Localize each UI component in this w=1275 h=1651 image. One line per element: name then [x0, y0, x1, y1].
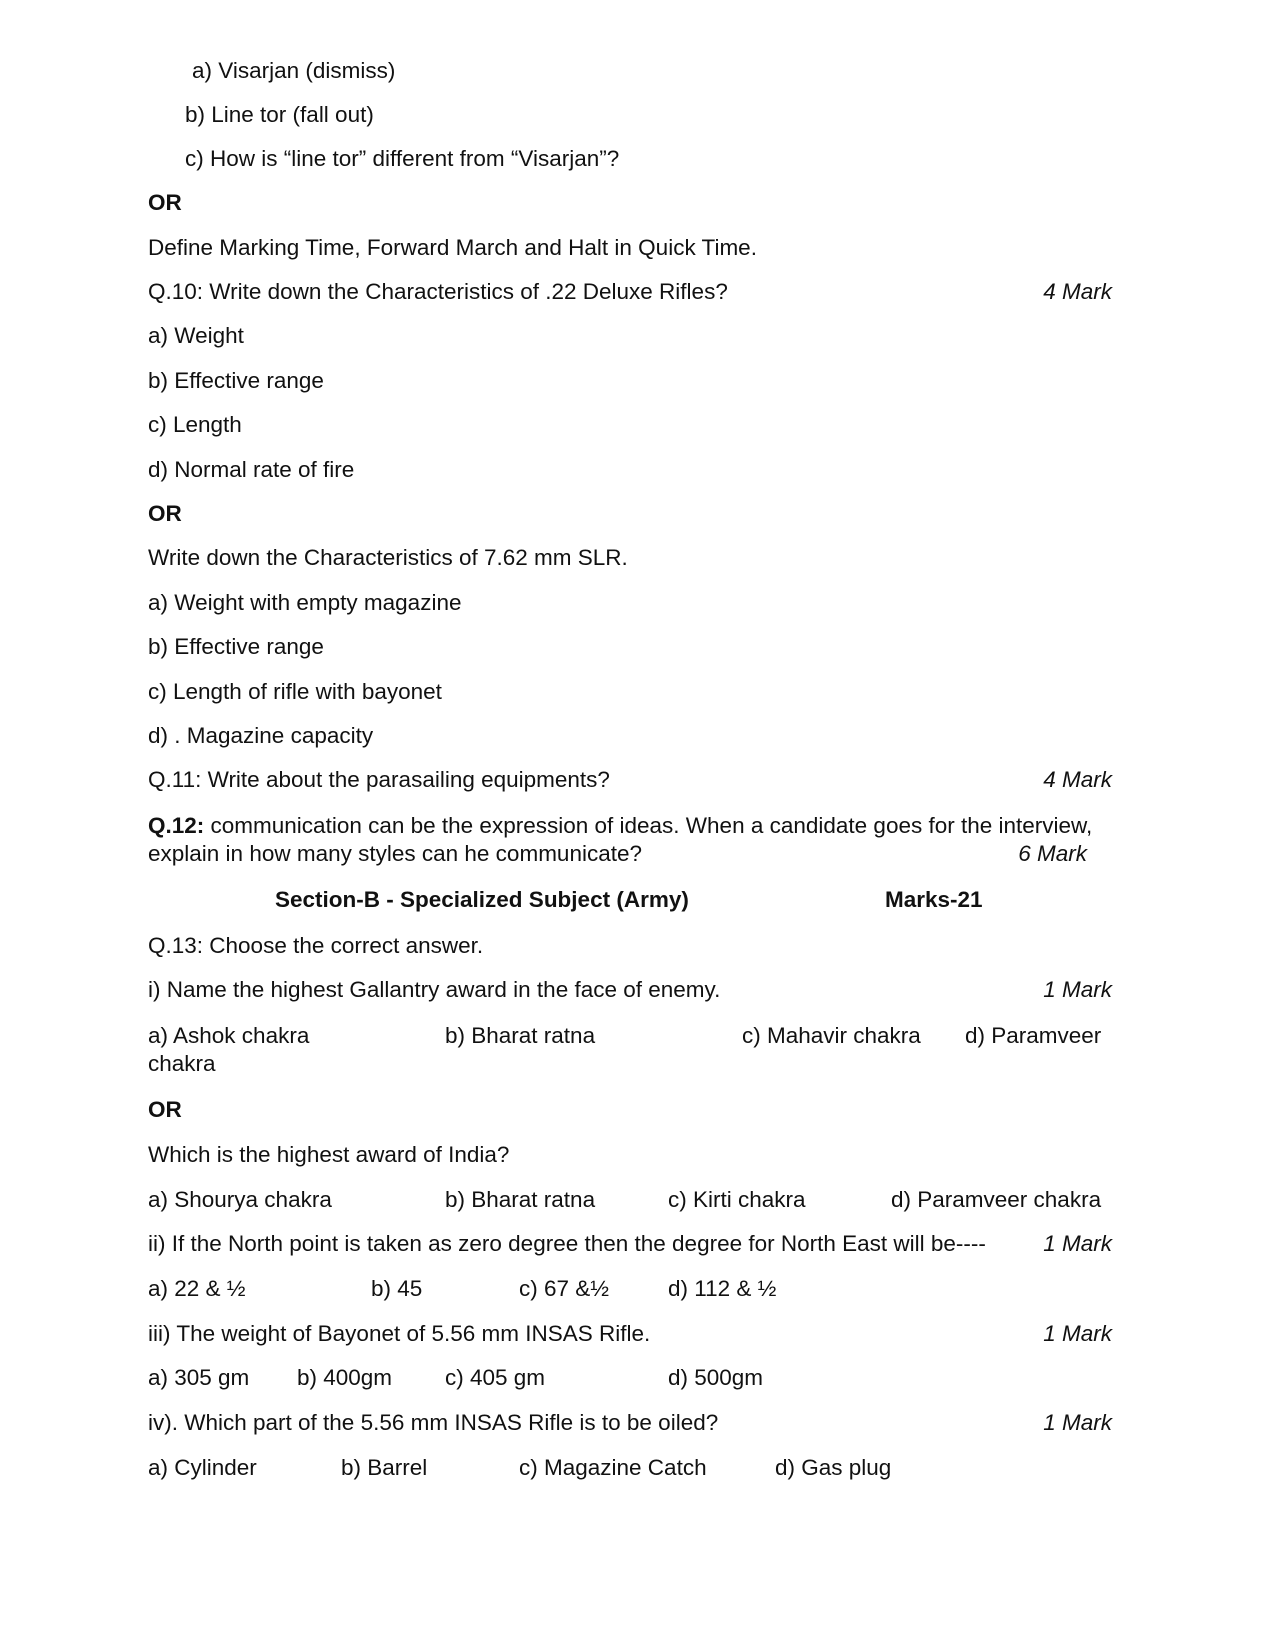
q13-i-alt-option-a: a) Shourya chakra	[148, 1187, 332, 1212]
q12-question-line2: explain in how many styles can he communicate?	[148, 841, 643, 866]
q13-iv-option-c: c) Magazine Catch	[519, 1455, 707, 1480]
q10-marks: 4 Mark	[1043, 279, 1112, 304]
or-separator: OR	[148, 1097, 182, 1122]
q13-iii-marks: 1 Mark	[1043, 1321, 1112, 1346]
or-separator: OR	[148, 190, 182, 215]
q11-marks: 4 Mark	[1043, 767, 1112, 792]
q13-iv-option-a: a) Cylinder	[148, 1455, 257, 1480]
section-b-marks: Marks-21	[885, 887, 983, 912]
q10-option-a: a) Weight	[148, 323, 244, 348]
q9-option-a: a) Visarjan (dismiss)	[192, 58, 396, 83]
q12-question-line1	[148, 812, 1092, 840]
q10-option-b: b) Effective range	[148, 368, 324, 393]
q9-alternative: Define Marking Time, Forward March and Halt in Quick Time.	[148, 235, 757, 260]
q10-option-c: c) Length	[148, 412, 242, 437]
q13-i-option-d-wrap: chakra	[148, 1051, 216, 1076]
q13-iii-option-a: a) 305 gm	[148, 1365, 250, 1390]
q13-iii-option-d: d) 500gm	[668, 1365, 764, 1390]
q13-i-alt-option-c: c) Kirti chakra	[668, 1187, 806, 1212]
q10-question: Q.10: Write down the Characteristics of .22 Deluxe Rifles?	[148, 279, 728, 304]
q13-i-option-d: d) Paramveer	[965, 1023, 1102, 1048]
q11-question: Q.11: Write about the parasailing equipments?	[148, 767, 610, 792]
q13-iv-marks: 1 Mark	[1043, 1410, 1112, 1435]
q13-iii-option-c: c) 405 gm	[445, 1365, 546, 1390]
q9-option-c: c) How is “line tor” different from “Visarjan”?	[185, 146, 620, 171]
q10-alternative: Write down the Characteristics of 7.62 mm SLR.	[148, 545, 628, 570]
q13-i-alt-option-d: d) Paramveer chakra	[891, 1187, 1102, 1212]
q9-option-b: b) Line tor (fall out)	[185, 102, 374, 127]
q13-iv-option-b: b) Barrel	[341, 1455, 428, 1480]
or-separator: OR	[148, 501, 182, 526]
q13-ii-option-c: c) 67 &½	[519, 1276, 610, 1301]
q13-ii-option-b: b) 45	[371, 1276, 423, 1301]
q13-i-question: i) Name the highest Gallantry award in the face of enemy.	[148, 977, 721, 1002]
q13-i-option-b: b) Bharat ratna	[445, 1023, 596, 1048]
q13-ii-marks: 1 Mark	[1043, 1231, 1112, 1256]
q13-i-option-a: a) Ashok chakra	[148, 1023, 310, 1048]
q13-question: Q.13: Choose the correct answer.	[148, 933, 484, 958]
section-b-title: Section-B - Specialized Subject (Army)	[275, 887, 689, 912]
q13-ii-question: ii) If the North point is taken as zero degree then the degree for North East will be----	[148, 1231, 986, 1256]
q12-label: Q.12:	[148, 813, 205, 838]
q13-ii-option-d: d) 112 & ½	[668, 1276, 777, 1301]
q13-i-alt-question: Which is the highest award of India?	[148, 1142, 510, 1167]
q10-alt-option-c: c) Length of rifle with bayonet	[148, 679, 442, 704]
q13-i-marks: 1 Mark	[1043, 977, 1112, 1002]
q10-option-d: d) Normal rate of fire	[148, 457, 355, 482]
q13-i-option-c: c) Mahavir chakra	[742, 1023, 921, 1048]
q10-alt-option-b: b) Effective range	[148, 634, 324, 659]
q13-iii-question: iii) The weight of Bayonet of 5.56 mm INSAS Rifle.	[148, 1321, 651, 1346]
q12-marks: 6 Mark	[1018, 841, 1087, 866]
q13-iv-option-d: d) Gas plug	[775, 1455, 892, 1480]
q13-iv-question: iv). Which part of the 5.56 mm INSAS Rifle is to be oiled?	[148, 1410, 719, 1435]
q13-i-alt-option-b: b) Bharat ratna	[445, 1187, 596, 1212]
q10-alt-option-a: a) Weight with empty magazine	[148, 590, 462, 615]
q13-ii-option-a: a) 22 & ½	[148, 1276, 246, 1301]
q10-alt-option-d: d) . Magazine capacity	[148, 723, 374, 748]
q13-iii-option-b: b) 400gm	[297, 1365, 393, 1390]
q12-text-line1: communication can be the expression of ideas. When a candidate goes for the interview,	[204, 813, 1093, 838]
